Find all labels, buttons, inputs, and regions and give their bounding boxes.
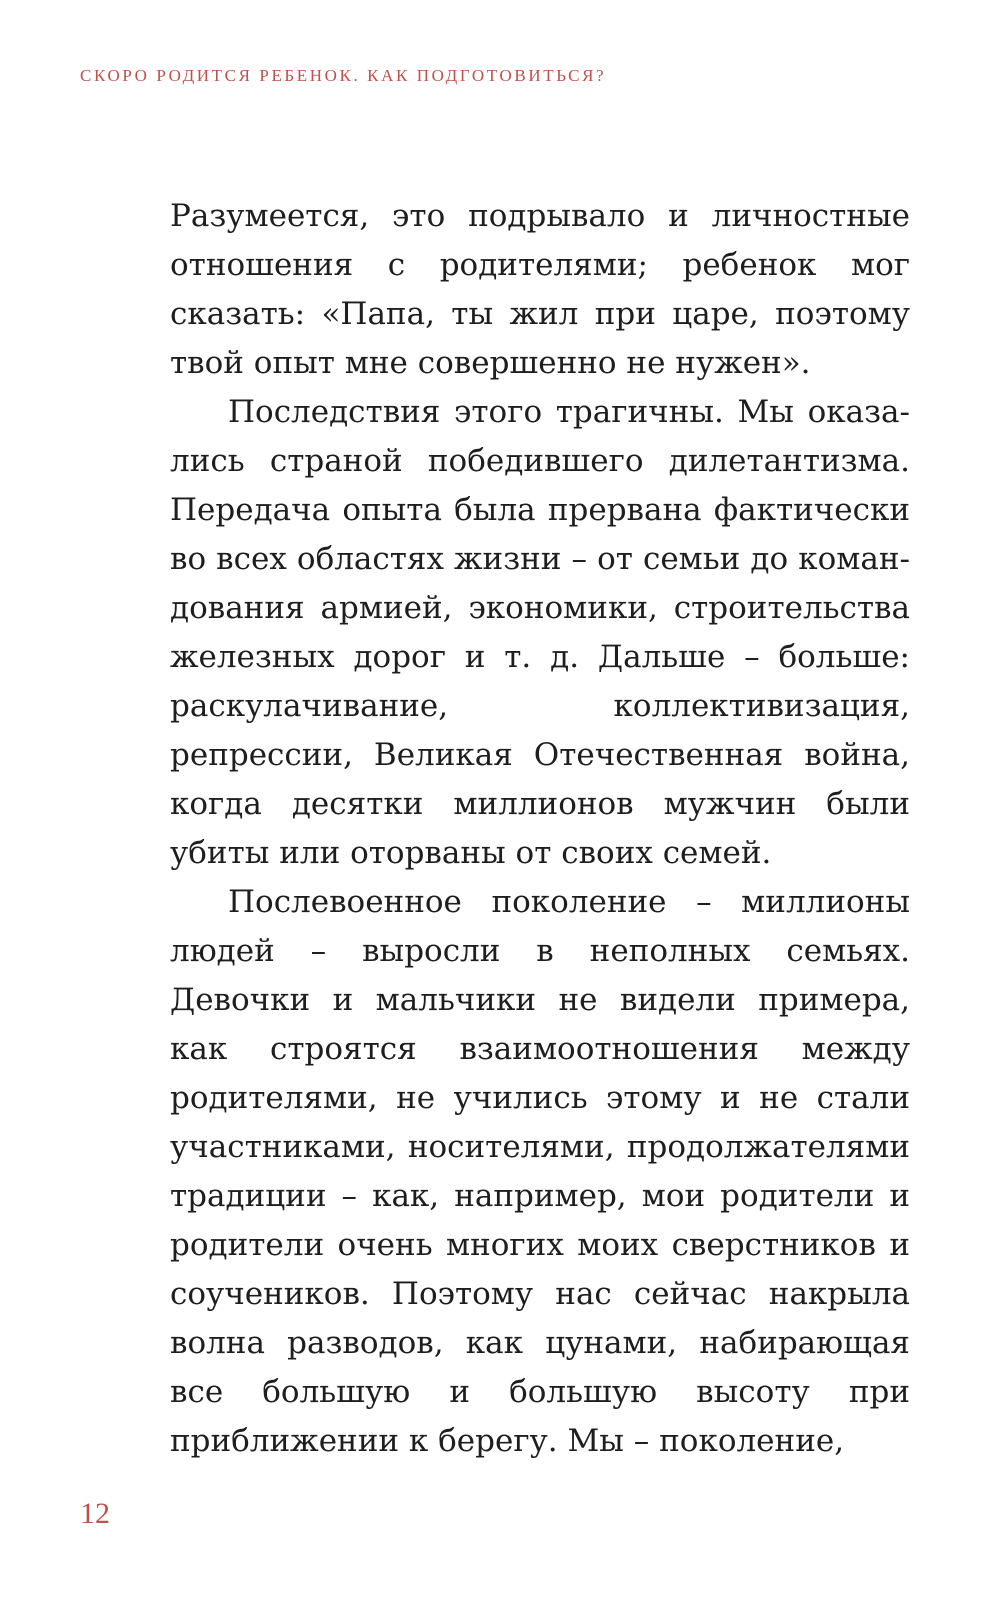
paragraph-1: Разумеется, это подрывало и личностные отношения с родителями; ребенок мог сказать: «Папа, ты жил при царе, поэтому твой опыт мне совершенно не нужен». [170, 198, 910, 381]
paragraph-2: Последствия этого трагичны. Мы оказались страной победившего дилетантизма. Передача опыта была прервана фактически во всех областях жизни – от семьи до командования армией, экономики, строительства железных дорог и т. д. Дальше – больше: раскулачивание, коллективизация, репрессии, Великая Отечественная война, когда десятки миллионов мужчин были убиты или оторваны от своих семей. [170, 394, 910, 871]
page-number: 12 [80, 1497, 110, 1530]
paragraph-3: Послевоенное поколение – миллионы людей – выросли в неполных семьях. Девочки и мальчики не видели примера, как строятся взаимоотношения между родителями, не учились этому и не стали участниками, носителями, продолжателями традиции – как, например, мои родители и родители очень многих моих сверстников и соучеников. Поэтому нас сейчас накрыла волна разводов, как цунами, набирающая все большую и большую высоту при приближении к берегу. Мы – поколение, [170, 884, 910, 1459]
running-header: СКОРО РОДИТСЯ РЕБЕНОК. КАК ПОДГОТОВИТЬСЯ? [80, 66, 607, 85]
body-text [170, 192, 910, 1466]
